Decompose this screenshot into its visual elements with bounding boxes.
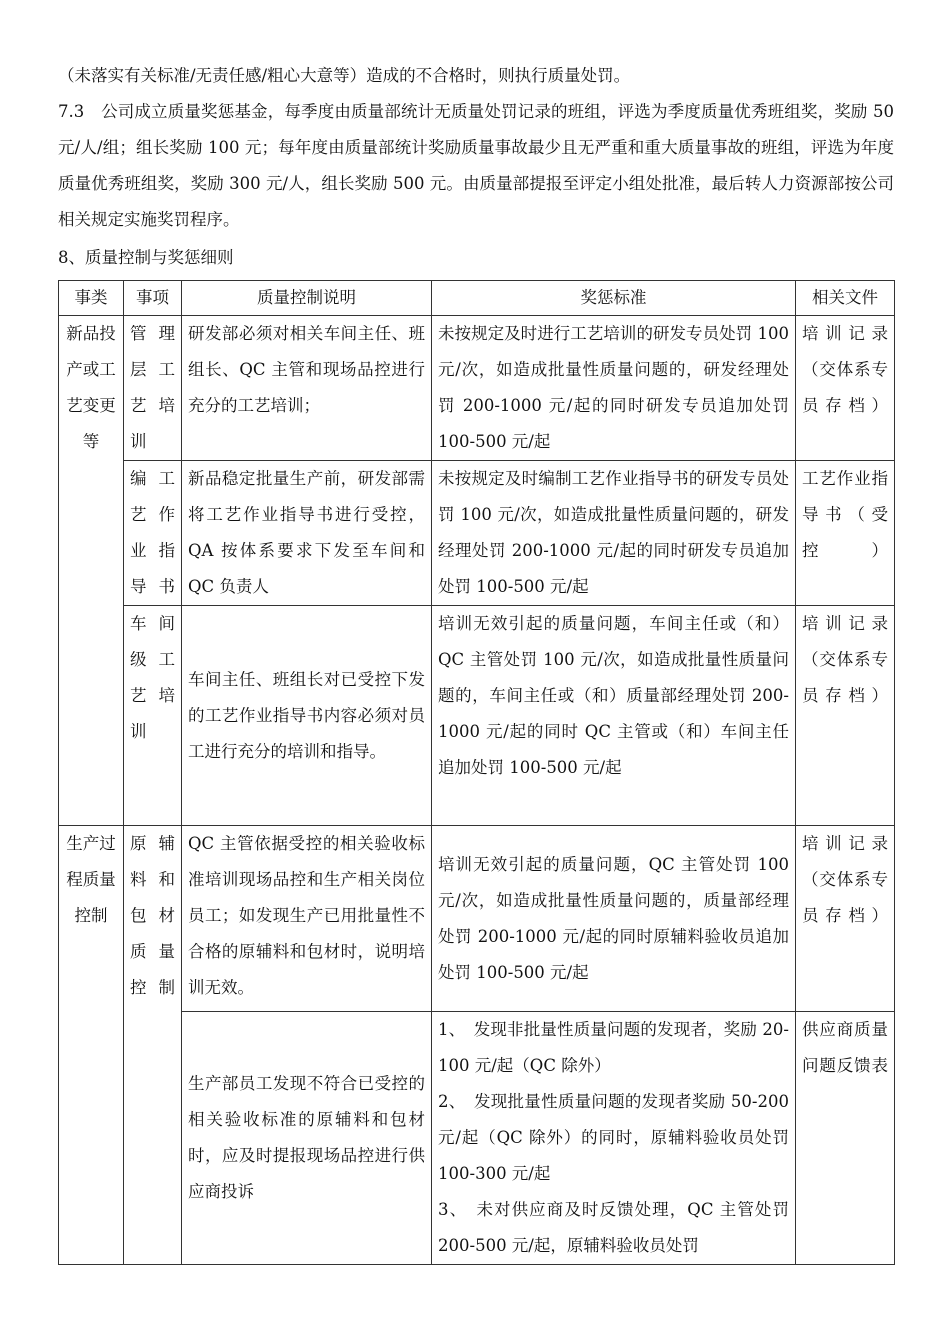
document-cell: 培训记录（交体系专员存档） xyxy=(796,826,895,1012)
standard-cell: 培训无效引起的质量问题，车间主任或（和）QC 主管处罚 100 元/次，如造成批量性质量问题的，车间主任或（和）质量部经理处罚 200-1000 元/起的同时 QC 主管或（和）车间主任追加处罚 100-500 元/起 xyxy=(432,606,796,826)
standard-cell: 培训无效引起的质量问题，QC 主管处罚 100 元/次，如造成批量性质量问题的，质量部经理处罚 200-1000 元/起的同时原辅料验收员追加处罚 100-500 元/起 xyxy=(432,826,796,1012)
section-heading-8: 8、质量控制与奖惩细则 xyxy=(58,248,234,267)
header-category: 事类 xyxy=(59,281,124,316)
document-cell: 工艺作业指导书（受控） xyxy=(796,461,895,606)
item-cell: 原辅料和包材质量控制 xyxy=(124,826,182,1265)
quality-control-table xyxy=(58,280,895,1265)
description-cell: QC 主管依据受控的相关验收标准培训现场品控和生产相关岗位员工；如发现生产已用批量性不合格的原辅料和包材时，说明培训无效。 xyxy=(182,826,432,1012)
item-cell: 管理层工艺培训 xyxy=(124,316,182,461)
description-cell: 新品稳定批量生产前，研发部需将工艺作业指导书进行受控，QA 按体系要求下发至车间和 QC 负责人 xyxy=(182,461,432,606)
table-header-row xyxy=(59,281,895,316)
header-documents: 相关文件 xyxy=(796,281,895,316)
table-row xyxy=(59,461,895,606)
document-cell: 供应商质量问题反馈表 xyxy=(796,1012,895,1265)
standard-cell: 未按规定及时进行工艺培训的研发专员处罚 100 元/次，如造成批量性质量问题的，研发经理处罚 200-1000 元/起的同时研发专员追加处罚 100-500 元/起 xyxy=(432,316,796,461)
item-cell: 车间级工艺培训 xyxy=(124,606,182,826)
document-cell: 培训记录（交体系专员存档） xyxy=(796,606,895,826)
table-row xyxy=(59,316,895,461)
paragraph-7-3: 7.3 公司成立质量奖惩基金，每季度由质量部统计无质量处罚记录的班组，评选为季度质量优秀班组奖，奖励 50 元/人/组；组长奖励 100 元；每年度由质量部统计奖励质量事故最少且无严重和重大质量事故的班组，评选为年度质量优秀班组奖，奖励 300 元/人，组长奖励 500 元。由质量部提报至评定小组处批准，最后转人力资源部按公司相关规定实施奖罚程序。 xyxy=(58,102,894,229)
description-cell: 研发部必须对相关车间主任、班组长、QC 主管和现场品控进行充分的工艺培训； xyxy=(182,316,432,461)
standard-line: 3、 未对供应商及时反馈处理，QC 主管处罚 200-500 元/起，原辅料验收员处罚 xyxy=(438,1200,789,1255)
description-cell: 生产部员工发现不符合已受控的相关验收标准的原辅料和包材时，应及时提报现场品控进行供应商投诉 xyxy=(182,1012,432,1265)
header-standard: 奖惩标准 xyxy=(432,281,796,316)
category-cell-new-product: 新品投产或工艺变更等 xyxy=(59,316,124,826)
document-cell: 培训记录（交体系专员存档） xyxy=(796,316,895,461)
paragraph-continuation: （未落实有关标准/无责任感/粗心大意等）造成的不合格时，则执行质量处罚。 xyxy=(58,66,631,85)
category-cell-production: 生产过程质量控制 xyxy=(59,826,124,1265)
table-row xyxy=(59,606,895,826)
standard-cell xyxy=(432,1012,796,1265)
table-row xyxy=(59,826,895,1012)
standard-cell: 未按规定及时编制工艺作业指导书的研发专员处罚 100 元/次，如造成批量性质量问题的，研发经理处罚 200-1000 元/起的同时研发专员追加处罚 100-500 元/起 xyxy=(432,461,796,606)
item-cell: 编工艺作业指导书 xyxy=(124,461,182,606)
header-description: 质量控制说明 xyxy=(182,281,432,316)
standard-line: 1、 发现非批量性质量问题的发现者，奖励 20-100 元/起（QC 除外） xyxy=(438,1020,789,1075)
header-item: 事项 xyxy=(124,281,182,316)
description-cell: 车间主任、班组长对已受控下发的工艺作业指导书内容必须对员工进行充分的培训和指导。 xyxy=(182,606,432,826)
table-row xyxy=(59,1012,895,1265)
standard-line: 2、 发现批量性质量问题的发现者奖励 50-200 元/起（QC 除外）的同时，原辅料验收员处罚 100-300 元/起 xyxy=(438,1092,789,1183)
